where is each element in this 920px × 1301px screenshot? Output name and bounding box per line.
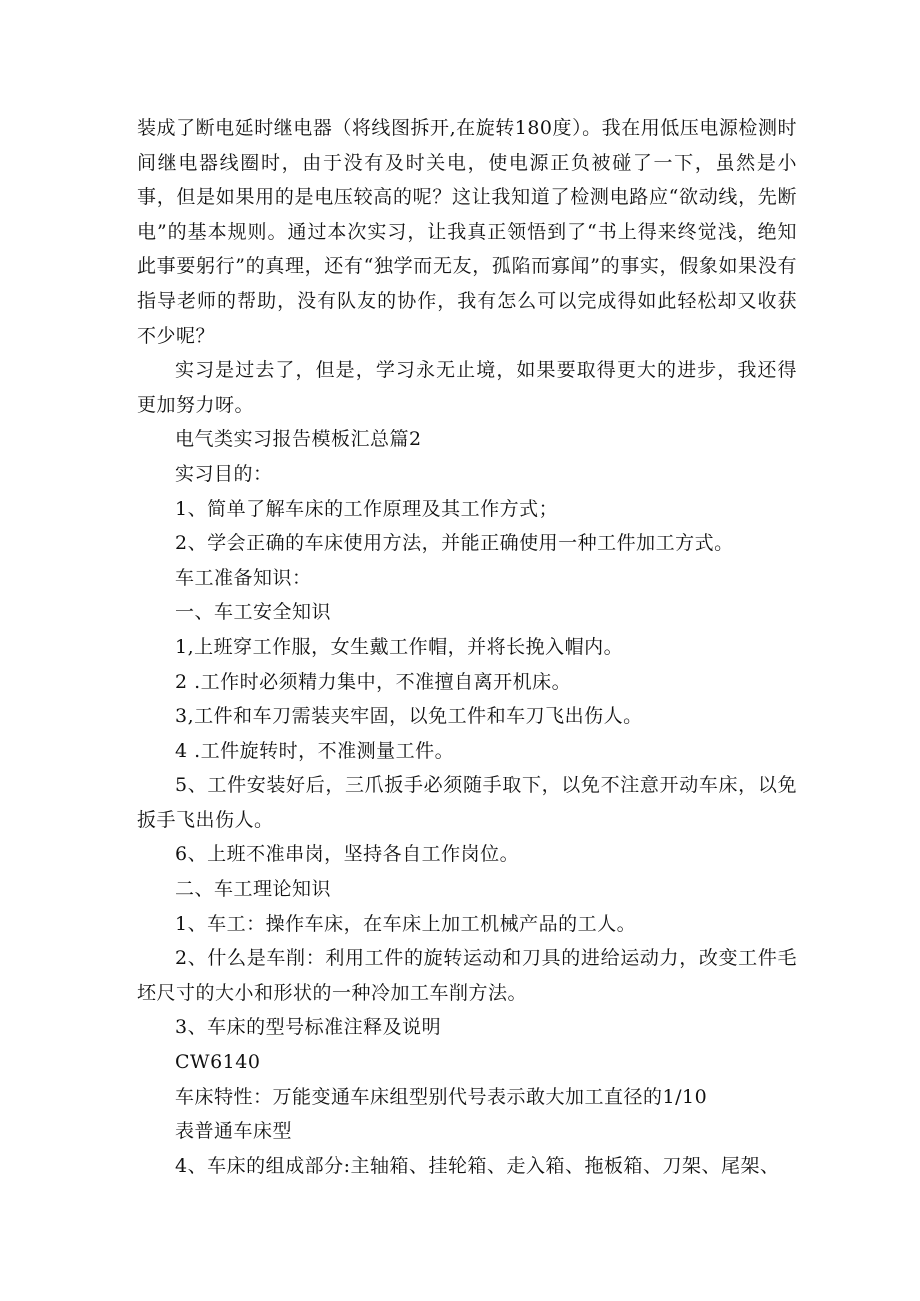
document-body — [137, 111, 797, 1183]
paragraph-continuation: 装成了断电延时继电器（将线图拆开,在旋转180度）。我在用低压电源检测时间继电器线圈时，由于没有及时关电，使电源正负被碰了一下，虽然是小事，但是如果用的是电压较高的呢？这让我知道了检测电路应“欲动线，先断电”的基本规则。通过本次实习，让我真正领悟到了“书上得来终觉浅，绝知此事要躬行”的真理，还有“独学而无友，孤陷而寡闻”的事实，假象如果没有指导老师的帮助，没有队友的协作，我有怎么可以完成得如此轻松却又收获不少呢？ — [137, 117, 797, 347]
heading-purpose: 实习目的： — [175, 462, 273, 485]
heading-preparation: 车工准备知识： — [175, 566, 312, 589]
lathe-type: 表普通车床型 — [175, 1120, 293, 1143]
safety-item-4: 4 .工件旋转时，不准测量工件。 — [175, 739, 455, 762]
purpose-item-2: 2、学会正确的车床使用方法，并能正确使用一种工件加工方式。 — [175, 532, 734, 555]
lathe-features: 车床特性：万能变通车床组型别代号表示敢大加工直径的1/10 — [175, 1085, 708, 1108]
purpose-item-1: 1、简单了解车床的工作原理及其工作方式； — [175, 497, 559, 520]
theory-item-3: 3、车床的型号标准注释及说明 — [175, 1016, 442, 1039]
model-number: CW6140 — [175, 1051, 261, 1074]
theory-item-4: 4、车床的组成部分:主轴箱、挂轮箱、走入箱、拖板箱、刀架、尾架、 — [175, 1154, 780, 1177]
theory-item-1: 1、车工：操作车床，在车床上加工机械产品的工人。 — [175, 912, 637, 935]
heading-theory: 二、车工理论知识 — [175, 878, 332, 901]
safety-item-3: 3,工件和车刀需装夹牢固，以免工件和车刀飞出伤人。 — [175, 705, 643, 728]
safety-item-5: 5、工件安装好后，三爪扳手必须随手取下，以免不注意开动车床，以免扳手飞出伤人。 — [137, 774, 797, 831]
heading-safety: 一、车工安全知识 — [175, 601, 332, 624]
theory-item-2: 2、什么是车削：利用工件的旋转运动和刀具的进给运动力，改变工件毛坯尺寸的大小和形状的一种冷加工车削方法。 — [137, 947, 797, 1004]
safety-item-2: 2 .工作时必须精力集中，不准擅自离开机床。 — [175, 670, 572, 693]
paragraph-conclusion: 实习是过去了，但是，学习永无止境，如果要取得更大的进步，我还得更加努力呀。 — [137, 359, 797, 416]
section-title: 电气类实习报告模板汇总篇2 — [175, 428, 422, 451]
safety-item-1: 1,上班穿工作服，女生戴工作帽，并将长挽入帽内。 — [175, 635, 624, 658]
safety-item-6: 6、上班不准串岗，坚持各自工作岗位。 — [175, 843, 520, 866]
